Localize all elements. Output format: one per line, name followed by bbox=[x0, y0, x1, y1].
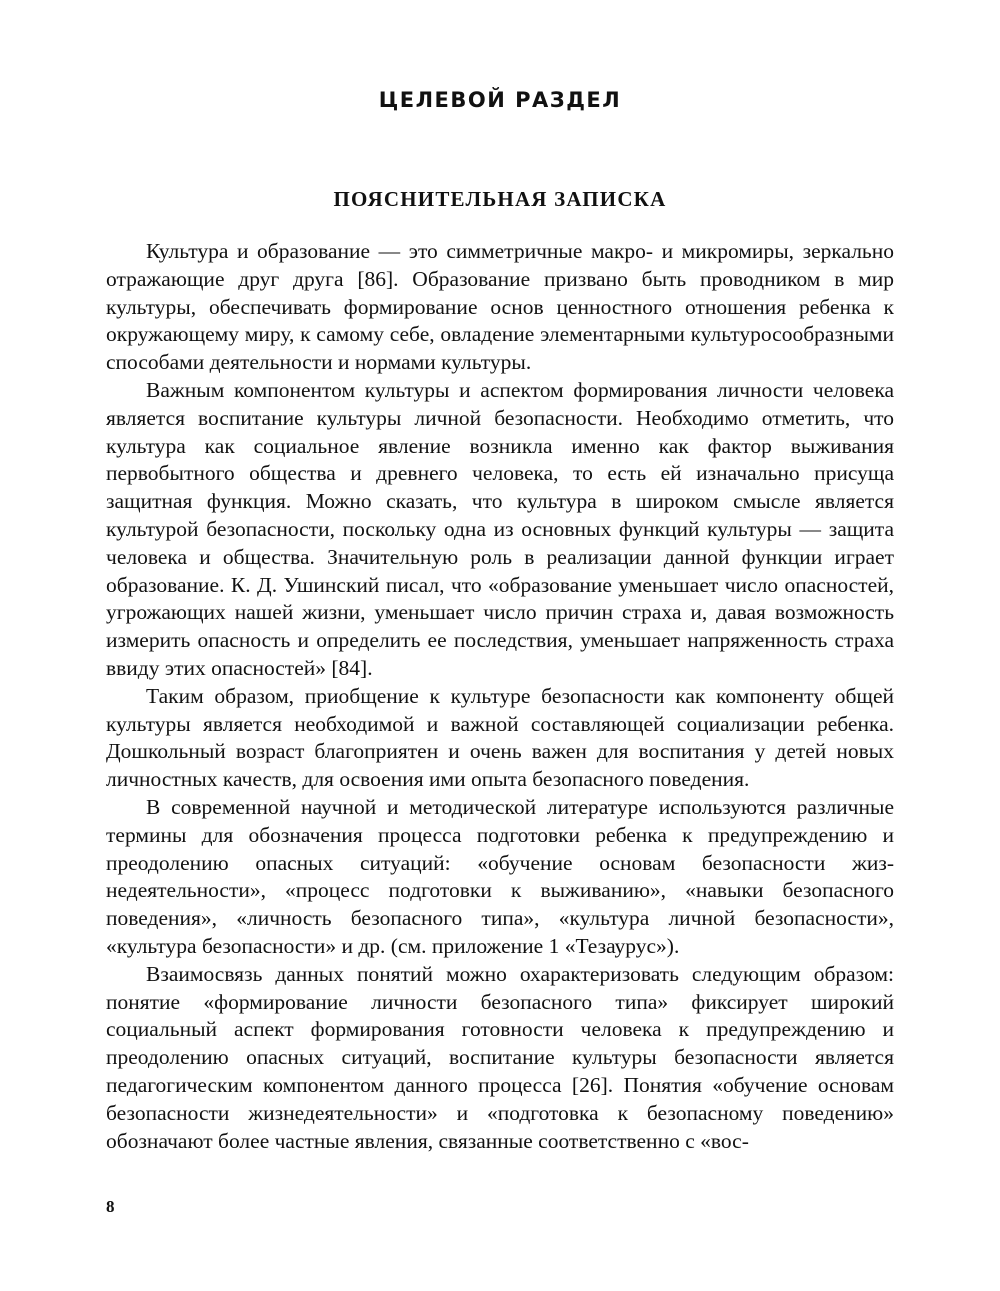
paragraph-3: Таким образом, приобщение к культуре безопасности как компоненту общей культуры является необходимой и важной составляющей социализации ребенка. Дошкольный возраст благоприятен и очень важен для воспитания у детей новых личностных качеств, для освоения ими опыта безопасного поведения. bbox=[106, 683, 894, 792]
body-text bbox=[106, 238, 894, 1155]
page-number: 8 bbox=[106, 1197, 115, 1216]
paragraph-2: Важным компонентом культуры и аспектом формирования личности человека является воспитание культуры личной безопасности. Необходимо отметить, что культура как социальное явление возникла именно как фактор выживания первобытного общества и древнего человека, то есть ей изначально присуща защитная функция. Можно сказать, что культура в широком смысле является культурой безопасности, поскольку одна из основных функций культуры — защита человека и общества. Значительную роль в реализации данной функции играет образование. К. Д. Ушинский писал, что «образование уменьшает число опасностей, угрожающих нашей жизни, уменьшает число причин страха и, давая возможность измерить опасность и определить ее последствия, уменьшает напряженность страха ввиду этих опасностей» [84]. bbox=[106, 377, 894, 680]
paragraph-5: Взаимосвязь данных понятий можно охарактеризовать следующим образом: понятие «формирование личности безопасного типа» фиксирует широкий социальный аспект формирования готовности человека к предупреждению и преодолению опасных ситуаций, воспитание культуры безопасности является педагогическим компонентом данного процесса [26]. Понятия «обучение основам безопасности жизнедеятельности» и «подготовка к безопасному поведению» обозначают более частные явления, связанные соответственно с «вос- bbox=[106, 961, 894, 1153]
paragraph-1: Культура и образование — это симметричные макро- и микромиры, зеркально отражающие друг друга [86]. Образование призвано быть проводником в мир культуры, обеспечивать формирование основ ценностного отношения ребенка к окружающему миру, к самому себе, овладение элементарными культуросообразными способами деятельности и нормами культуры. bbox=[106, 239, 894, 375]
explanatory-note-heading: ПОЯСНИТЕЛЬНАЯ ЗАПИСКА bbox=[333, 187, 667, 211]
paragraph-4: В современной научной и методической литературе используются различные термины для обозначения процесса подготовки ребенка к предупреждению и преодолению опасных ситуаций: «обучение основам безопасности жизнедеятельности», «процесс подготовки к выживанию», «навыки безопасного поведения», «личность безопасного типа», «культура личной безопасности», «культура безопасности» и др. (см. приложение 1 «Тезаурус»). bbox=[106, 794, 894, 958]
section-heading: ЦЕЛЕВОЙ РАЗДЕЛ bbox=[378, 88, 622, 112]
